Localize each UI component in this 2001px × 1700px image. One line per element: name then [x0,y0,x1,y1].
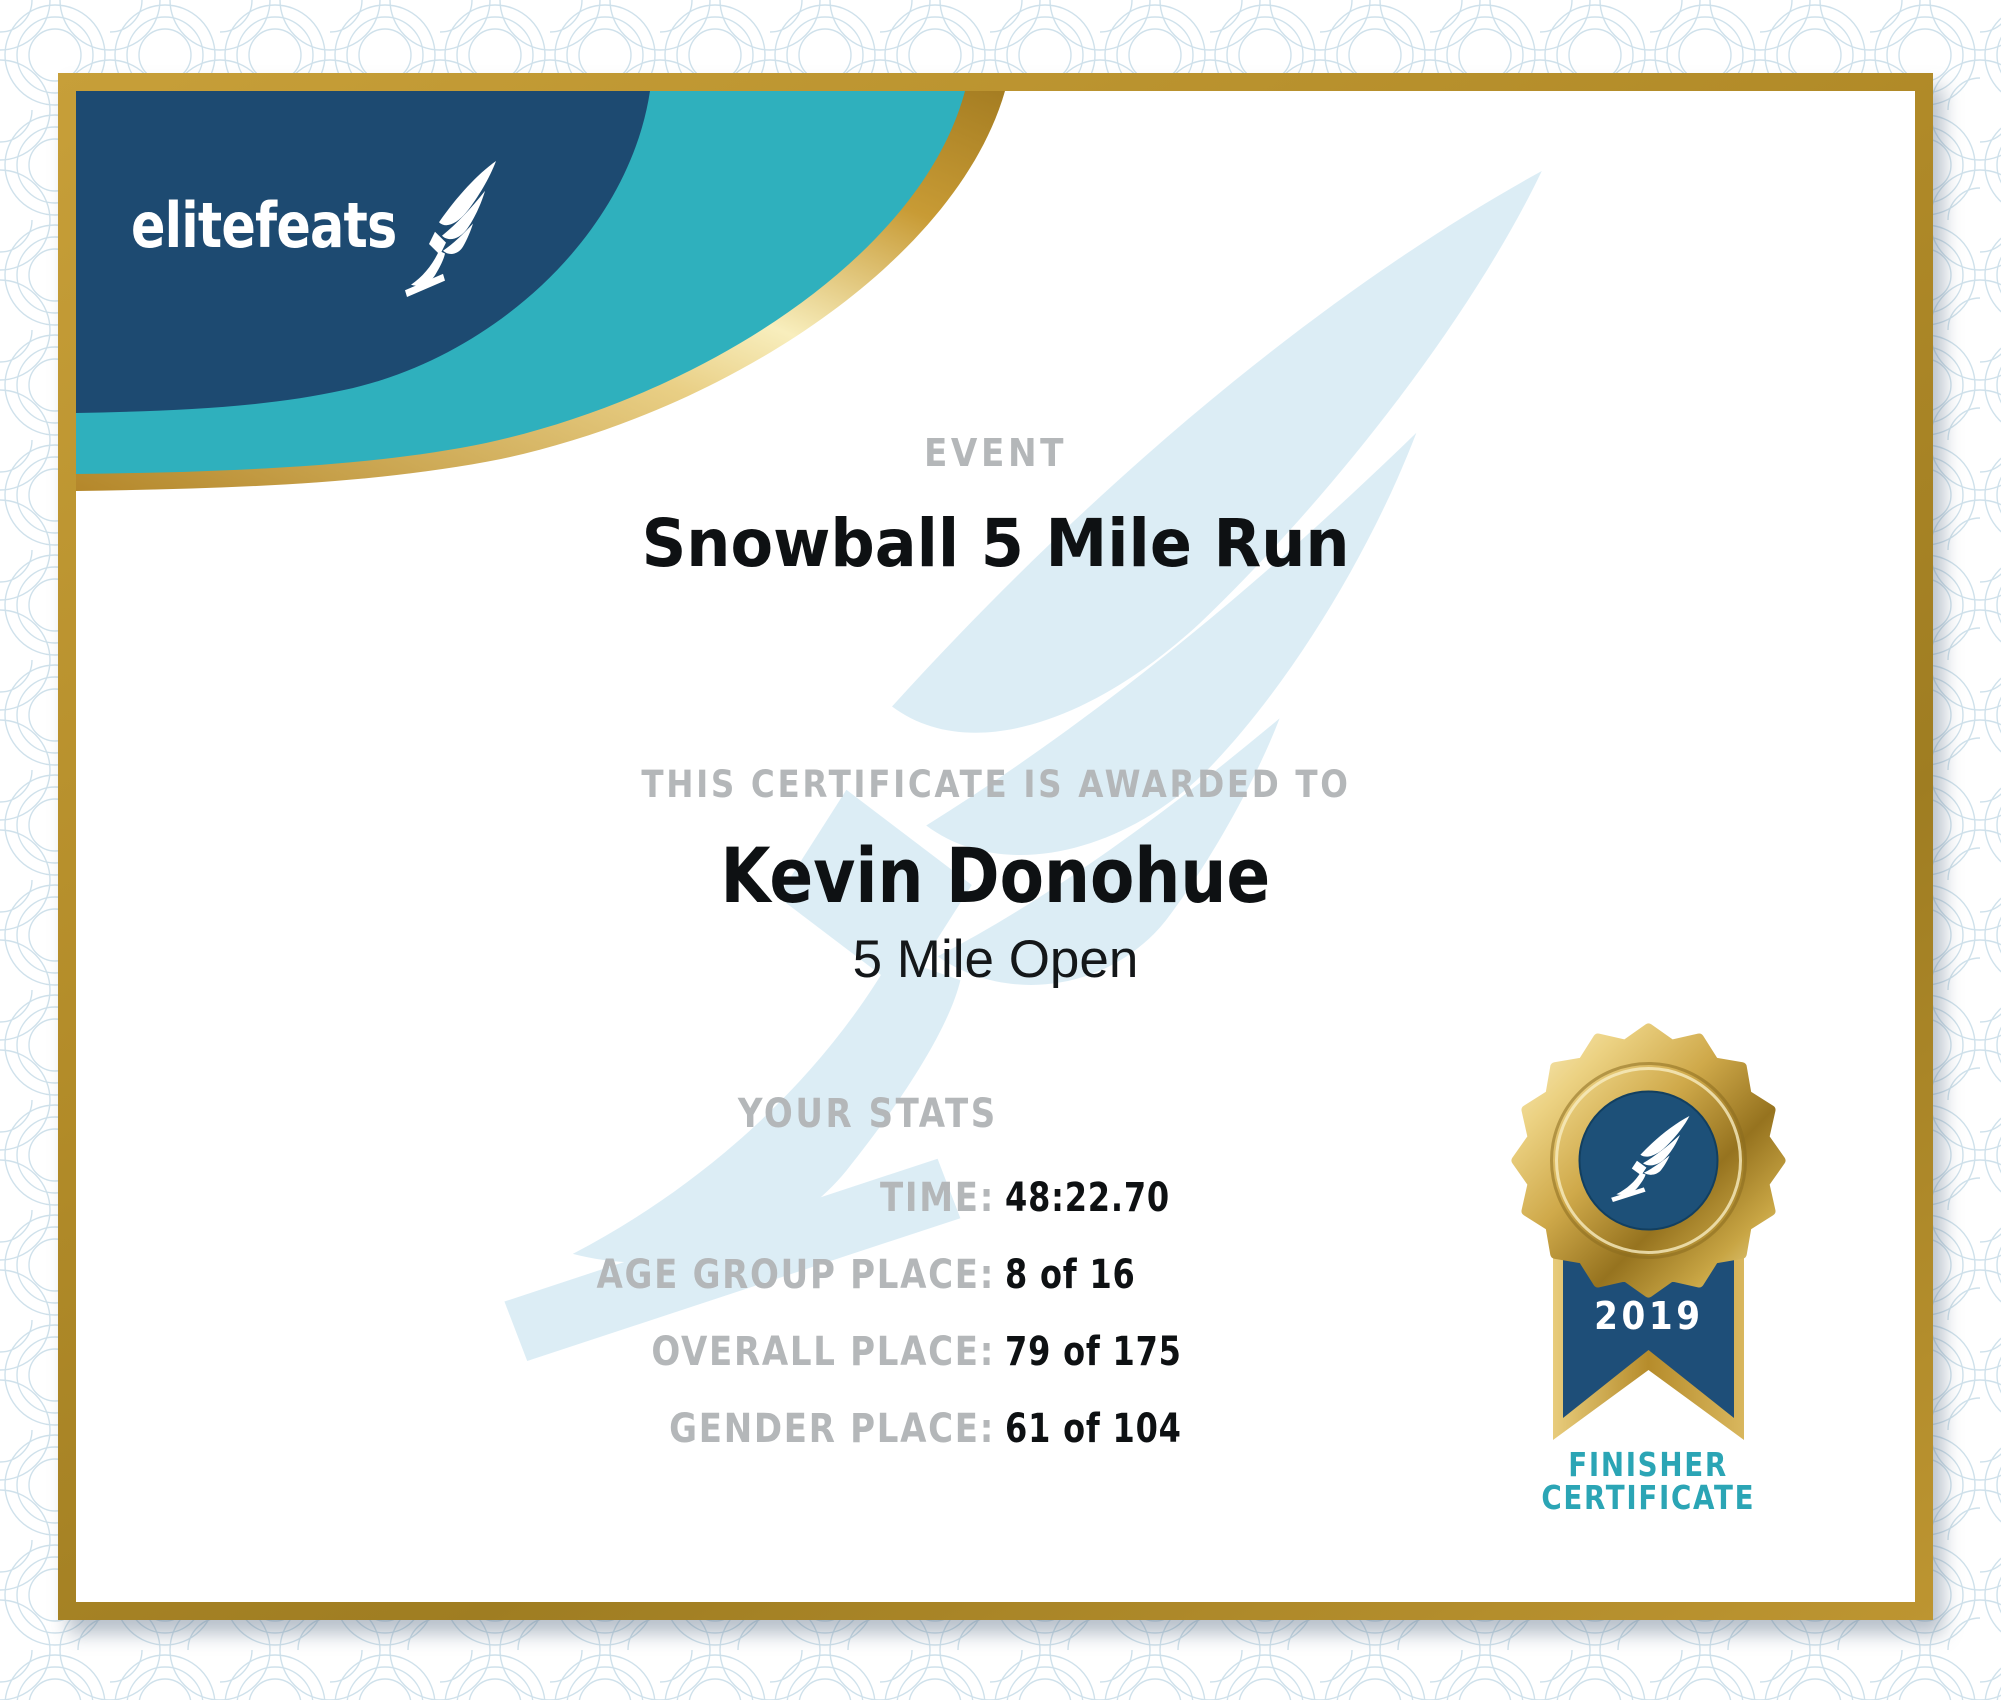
stat-value: 79 of 175 [1005,1329,1182,1375]
medal-rosette [1510,1022,1787,1299]
medal-year: 2019 [1593,1294,1704,1338]
stat-label: GENDER PLACE: [669,1406,995,1452]
event-label: EVENT [923,431,1068,475]
certificate-gold-frame [58,73,1933,1620]
elitefeats-logo-text: elitefeats [131,189,397,262]
division-name: 5 Mile Open [852,930,1139,989]
stat-label: TIME: [879,1175,995,1221]
stat-value: 61 of 104 [1005,1406,1182,1452]
winged-foot-icon [399,161,499,297]
elitefeats-logo [131,161,551,321]
finisher-medal-badge [1510,1022,1787,1602]
certificate-paper [76,91,1915,1602]
stat-value: 8 of 16 [1005,1252,1136,1298]
stat-value: 48:22.70 [1005,1175,1170,1221]
event-name: Snowball 5 Mile Run [641,505,1350,582]
stat-label: AGE GROUP PLACE: [596,1252,995,1298]
recipient-name: Kevin Donohue [720,831,1271,920]
awarded-to-label: THIS CERTIFICATE IS AWARDED TO [640,763,1351,806]
your-stats-heading: YOUR STATS [738,1091,998,1137]
stat-label: OVERALL PLACE: [651,1329,995,1375]
finisher-certificate-caption: FINISHER CERTIFICATE [1541,1445,1756,1517]
